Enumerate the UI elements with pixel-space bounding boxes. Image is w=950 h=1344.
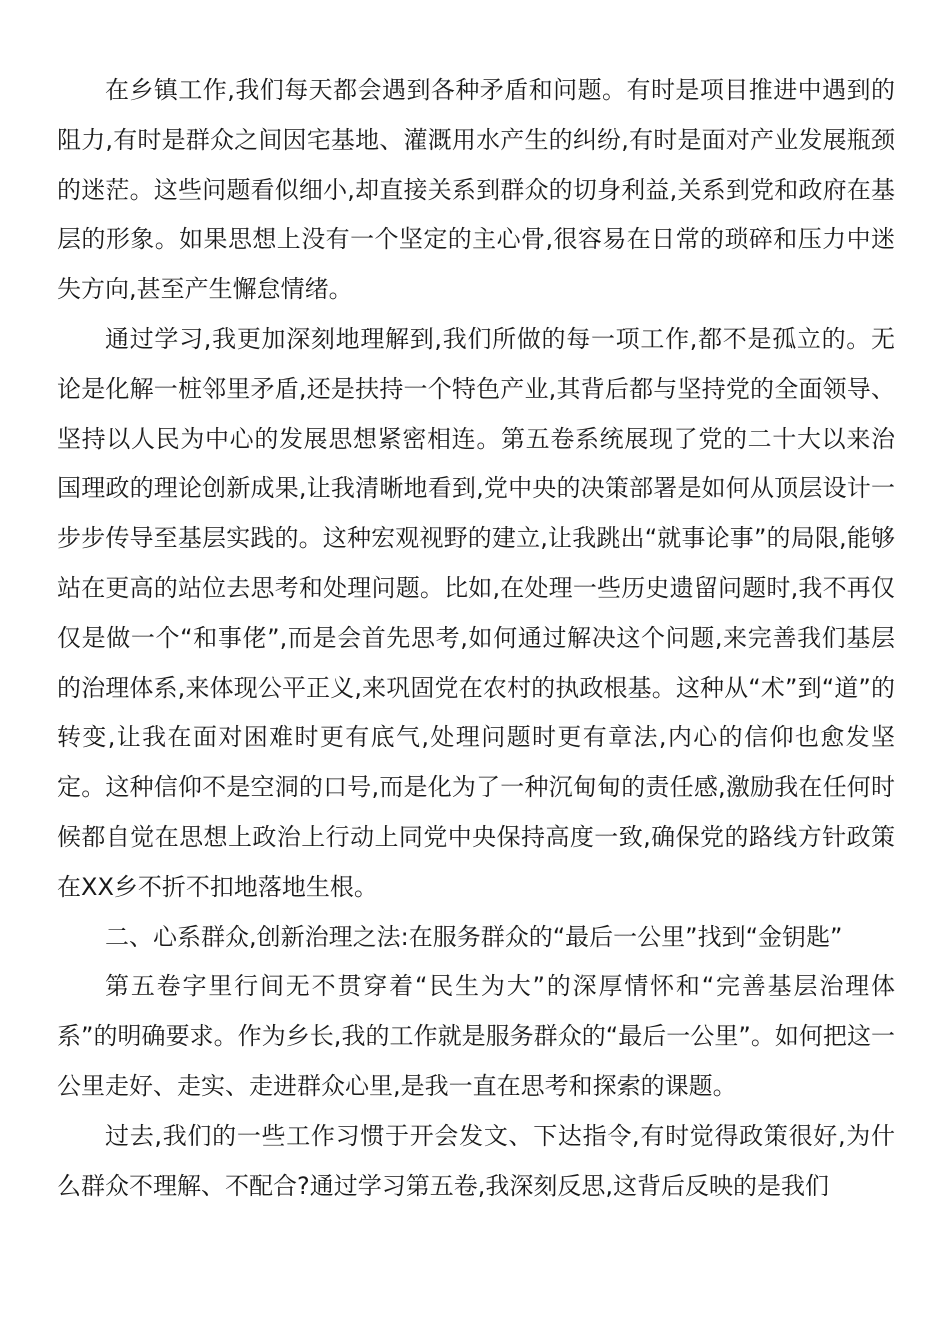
paragraph-1: 在乡镇工作,我们每天都会遇到各种矛盾和问题。有时是项目推进中遇到的阻力,有时是群众之间因宅基地、灌溉用水产生的纠纷,有时是面对产业发展瓶颈的迷茫。这些问题看似细小,却直接关系到群众的切身利益,关系到党和政府在基层的形象。如果思想上没有一个坚定的主心骨,很容易在日常的琐碎和压力中迷失方向,甚至产生懈怠情绪。: [57, 76, 895, 304]
paragraph-4: 过去,我们的一些工作习惯于开会发文、下达指令,有时觉得政策很好,为什么群众不理解、不配合?通过学习第五卷,我深刻反思,这背后反映的是我们: [57, 1121, 895, 1200]
document-page: [57, 66, 895, 1211]
section-heading-2: 二、心系群众,创新治理之法:在服务群众的“最后一公里”找到“金钥匙”: [105, 922, 843, 951]
paragraph-2: 通过学习,我更加深刻地理解到,我们所做的每一项工作,都不是孤立的。无论是化解一桩邻里矛盾,还是扶持一个特色产业,其背后都与坚持党的全面领导、坚持以人民为中心的发展思想紧密相连。第五卷系统展现了党的二十大以来治国理政的理论创新成果,让我清晰地看到,党中央的决策部署是如何从顶层设计一步步传导至基层实践的。这种宏观视野的建立,让我跳出“就事论事”的局限,能够站在更高的站位去思考和处理问题。比如,在处理一些历史遗留问题时,我不再仅仅是做一个“和事佬”,而是会首先思考,如何通过解决这个问题,来完善我们基层的治理体系,来体现公平正义,来巩固党在农村的执政根基。这种从“术”到“道”的转变,让我在面对困难时更有底气,处理问题时更有章法,内心的信仰也愈发坚定。这种信仰不是空洞的口号,而是化为了一种沉甸甸的责任感,激励我在任何时候都自觉在思想上政治上行动上同党中央保持高度一致,确保党的路线方针政策在XX乡不折不扣地落地生根。: [57, 324, 895, 901]
paragraph-3: 第五卷字里行间无不贯穿着“民生为大”的深厚情怀和“完善基层治理体系”的明确要求。作为乡长,我的工作就是服务群众的“最后一公里”。如何把这一公里走好、走实、走进群众心里,是我一直在思考和探索的课题。: [57, 972, 895, 1100]
